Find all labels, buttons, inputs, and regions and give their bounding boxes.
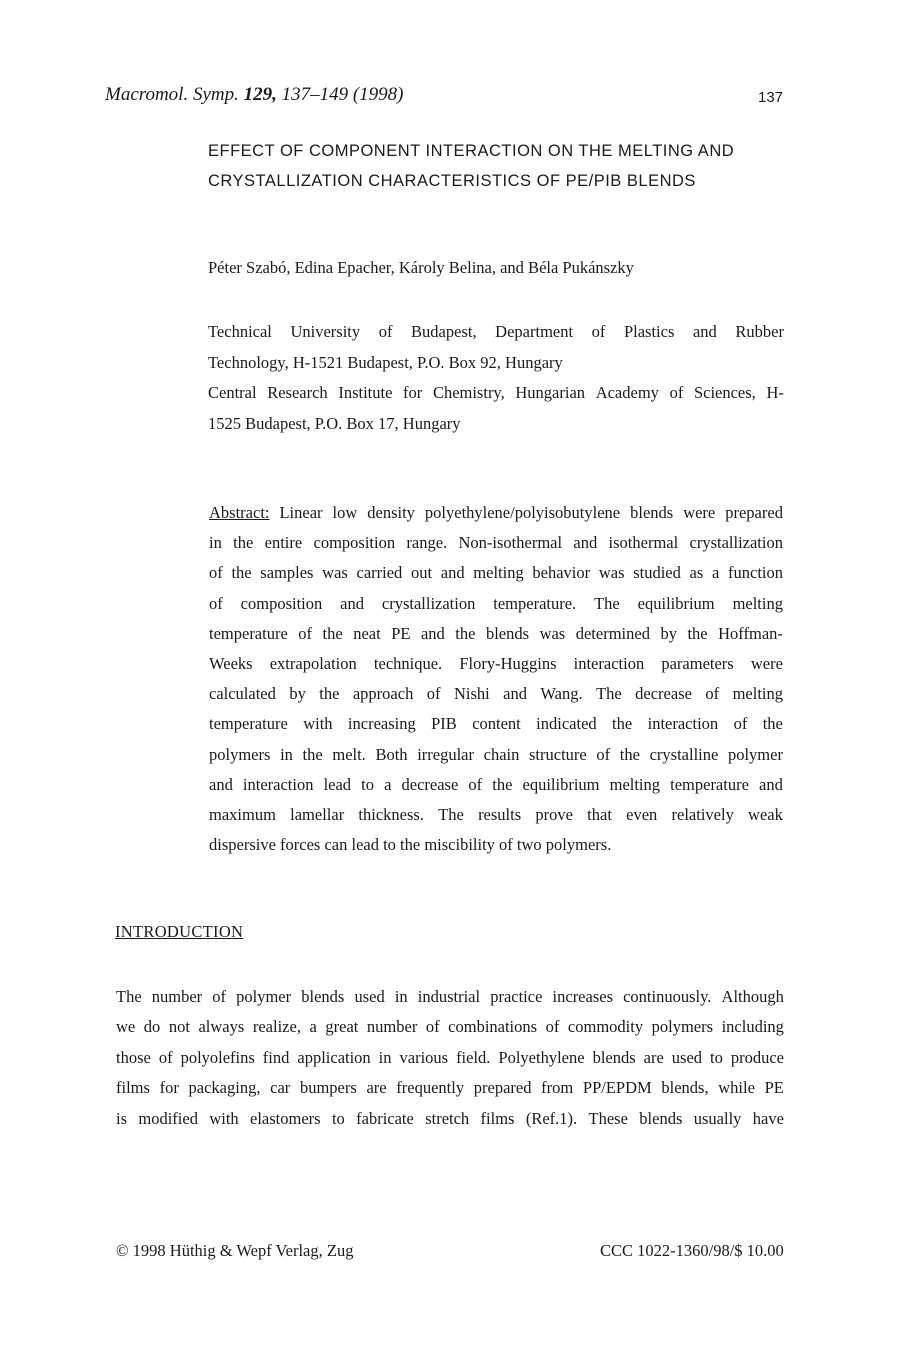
introduction-body: [116, 982, 784, 1134]
word: melting: [732, 593, 783, 613]
word: The: [438, 804, 464, 824]
word: results: [478, 804, 522, 824]
abstract-word: density: [367, 503, 415, 522]
word: are: [643, 1047, 664, 1067]
word: Polyethylene: [498, 1047, 585, 1067]
word: melting: [732, 684, 783, 704]
word: and: [440, 563, 465, 583]
journal-volume: 129,: [243, 84, 277, 105]
word: range.: [406, 533, 448, 553]
word: melt.: [332, 744, 366, 764]
abstract-word: were: [683, 503, 716, 522]
word: and: [420, 623, 445, 643]
word: films: [480, 1108, 515, 1128]
word: the: [302, 744, 323, 764]
word: even: [626, 804, 658, 824]
word: PE: [764, 1078, 784, 1098]
word: the: [492, 774, 513, 794]
body-line: [116, 1043, 784, 1073]
abstract-line: dispersive forces can lead to the miscibility of two polymers.: [209, 835, 612, 855]
word: are: [366, 1078, 387, 1098]
word: and: [759, 774, 783, 794]
word: that: [587, 804, 612, 824]
word: of: [298, 623, 313, 643]
word: the: [231, 563, 252, 583]
word: relatively: [671, 804, 734, 824]
word: was: [598, 563, 625, 583]
journal-citation: [105, 84, 404, 106]
author-list: Péter Szabó, Edina Epacher, Károly Belina, and Béla Pukánszky: [208, 258, 634, 277]
paper-title: [208, 136, 788, 196]
word: Rubber: [735, 322, 784, 341]
word: to: [361, 774, 374, 794]
word: various: [399, 1047, 449, 1067]
word: The: [596, 684, 622, 704]
word: we: [116, 1017, 136, 1037]
word: of: [596, 744, 611, 764]
word: interaction: [242, 774, 314, 794]
word: H-: [766, 383, 784, 402]
word: Hoffman-: [718, 623, 783, 643]
abstract-line: [209, 800, 783, 830]
word: temperature: [209, 623, 288, 643]
word: prepared: [473, 1078, 532, 1098]
word: Chemistry,: [432, 383, 505, 402]
affiliation-line: 1525 Budapest, P.O. Box 17, Hungary: [208, 413, 461, 433]
word: Although: [721, 987, 784, 1006]
abstract-line: [209, 740, 783, 770]
word: blends: [485, 623, 530, 643]
word: of: [733, 714, 748, 734]
abstract-line: [209, 649, 783, 679]
word: composition: [313, 533, 396, 553]
word: by: [660, 623, 677, 643]
word: University: [290, 322, 361, 341]
word: increasing: [347, 714, 416, 734]
affiliation-line: Technology, H-1521 Budapest, P.O. Box 92, Hungary: [208, 352, 563, 372]
word: realize,: [252, 1017, 301, 1037]
word: Technical: [208, 322, 272, 341]
word: do: [143, 1017, 161, 1037]
word: temperature.: [493, 593, 577, 613]
word: in: [280, 744, 293, 764]
word: of: [705, 684, 720, 704]
word: entire: [264, 533, 303, 553]
word: polymer: [727, 744, 783, 764]
body-line: [116, 1073, 784, 1103]
word: behavior: [532, 563, 591, 583]
body-line: [116, 982, 784, 1012]
word: neat: [353, 623, 381, 643]
word: and: [340, 593, 364, 613]
word: those: [116, 1047, 151, 1067]
word: technique.: [373, 653, 443, 673]
word: crystallization: [689, 533, 783, 553]
word: Academy: [595, 383, 659, 402]
word: car: [270, 1078, 291, 1098]
word: by: [289, 684, 306, 704]
word: indicated: [536, 714, 597, 734]
word: Nishi: [453, 684, 490, 704]
word: out: [411, 563, 433, 583]
word: in: [209, 533, 222, 553]
word: bumpers: [299, 1078, 357, 1098]
word: including: [721, 1017, 784, 1037]
word: crystallization: [381, 593, 476, 613]
word: with: [303, 714, 333, 734]
word: Both: [375, 744, 408, 764]
word: of: [378, 322, 393, 341]
journal-name: Macromol. Symp.: [105, 84, 239, 105]
word: of: [212, 987, 227, 1006]
word: Research: [267, 383, 328, 402]
title-line: EFFECT OF COMPONENT INTERACTION ON THE MELTING AND: [208, 142, 735, 160]
word: temperature: [209, 714, 288, 734]
abstract-line: [209, 558, 783, 588]
word: isothermal: [608, 533, 679, 553]
word: of: [468, 774, 483, 794]
abstract-word: prepared: [725, 503, 783, 522]
word: a: [711, 563, 720, 583]
word: PP/EPDM: [582, 1078, 652, 1098]
abstract-word: blends: [630, 503, 674, 522]
word: of: [158, 1047, 173, 1067]
word: Plastics: [623, 322, 675, 341]
word: composition: [240, 593, 323, 613]
word: produce: [730, 1047, 784, 1067]
word: the: [233, 533, 254, 553]
word: frequently: [396, 1078, 465, 1098]
word: The: [594, 593, 620, 613]
word: the: [319, 684, 340, 704]
word: determined: [575, 623, 650, 643]
word: temperature: [670, 774, 749, 794]
word: PIB: [431, 714, 457, 734]
word: Department: [495, 322, 574, 341]
word: in: [394, 987, 408, 1006]
word: extrapolation: [269, 653, 357, 673]
word: and: [209, 774, 233, 794]
word: while: [718, 1078, 755, 1098]
affiliation-line: [208, 378, 784, 409]
word: of: [591, 322, 606, 341]
word: approach: [352, 684, 414, 704]
title-line: CRYSTALLIZATION CHARACTERISTICS OF PE/PIB BLENDS: [208, 172, 696, 190]
word: find: [262, 1047, 290, 1067]
word: crystalline: [649, 744, 719, 764]
word: Budapest,: [411, 322, 477, 341]
word: maximum: [209, 804, 276, 824]
abstract-word: low: [332, 503, 358, 522]
word: the: [612, 714, 633, 734]
word: Non-isothermal: [458, 533, 563, 553]
word: weak: [748, 804, 783, 824]
word: used: [671, 1047, 703, 1067]
word: and: [503, 684, 527, 704]
word: These: [588, 1108, 628, 1128]
abstract: [209, 498, 783, 860]
word: always: [198, 1017, 245, 1037]
word: field.: [456, 1047, 491, 1067]
abstract-line: [209, 619, 783, 649]
word: samples: [260, 563, 314, 583]
word: of: [669, 383, 684, 402]
abstract-line: [209, 679, 783, 709]
word: a: [309, 1017, 317, 1037]
word: was: [322, 563, 348, 583]
abstract-label: Abstract:: [209, 503, 270, 522]
abstract-line: [209, 709, 783, 739]
word: thickness.: [358, 804, 424, 824]
word: lead: [323, 774, 352, 794]
word: studied: [633, 563, 681, 583]
word: Wang.: [540, 684, 583, 704]
word: used: [354, 987, 385, 1006]
word: for: [403, 383, 423, 402]
word: for: [159, 1078, 179, 1098]
word: Sciences,: [693, 383, 756, 402]
word: calculated: [209, 684, 276, 704]
word: number: [151, 987, 203, 1006]
word: blends: [301, 987, 345, 1006]
word: of: [425, 1017, 440, 1037]
word: content: [472, 714, 521, 734]
ccc-code: CCC 1022-1360/98/$ 10.00: [600, 1241, 784, 1260]
page-number: 137: [758, 89, 784, 106]
abstract-word: polyethylene/polyisobutylene: [424, 503, 621, 522]
abstract-word: Linear: [279, 503, 323, 522]
word: with: [209, 1108, 239, 1128]
word: to: [331, 1108, 345, 1128]
word: blends: [592, 1047, 636, 1067]
word: interaction: [647, 714, 719, 734]
word: structure: [529, 744, 587, 764]
affiliations: [208, 317, 784, 439]
abstract-first-line: [209, 498, 783, 528]
word: have: [752, 1108, 784, 1128]
word: modified: [138, 1108, 198, 1128]
word: films: [116, 1078, 150, 1098]
word: polymer: [236, 987, 292, 1006]
word: the: [455, 623, 476, 643]
word: the: [762, 714, 783, 734]
word: industrial: [417, 987, 481, 1006]
word: equilibrium: [522, 774, 600, 794]
word: of: [209, 563, 223, 583]
word: the: [322, 623, 343, 643]
word: blends,: [661, 1078, 709, 1098]
word: of: [209, 593, 223, 613]
journal-pages-year: 137–149 (1998): [281, 84, 404, 105]
abstract-line: [209, 528, 783, 558]
word: carried: [356, 563, 403, 583]
word: a: [384, 774, 392, 794]
word: prove: [535, 804, 573, 824]
body-line: [116, 1012, 784, 1042]
word: great: [325, 1017, 359, 1037]
word: continuously.: [623, 987, 712, 1006]
body-line: [116, 1104, 784, 1134]
word: the: [619, 744, 640, 764]
word: were: [750, 653, 783, 673]
word: Weeks: [209, 653, 253, 673]
word: of: [545, 1017, 560, 1037]
word: number: [366, 1017, 418, 1037]
word: was: [539, 623, 566, 643]
word: and: [573, 533, 598, 553]
word: decrease: [635, 684, 692, 704]
word: not: [168, 1017, 190, 1037]
word: decrease: [401, 774, 459, 794]
word: (Ref.1).: [525, 1108, 578, 1128]
word: function: [728, 563, 783, 583]
section-heading-introduction: INTRODUCTION: [115, 922, 244, 941]
word: is: [116, 1108, 128, 1128]
word: of: [426, 684, 441, 704]
word: Central: [208, 383, 257, 402]
word: stretch: [425, 1108, 470, 1128]
word: from: [541, 1078, 574, 1098]
word: parameters: [661, 653, 734, 673]
word: polyolefins: [180, 1047, 255, 1067]
word: to: [710, 1047, 723, 1067]
word: Flory-Huggins: [459, 653, 557, 673]
word: irregular: [417, 744, 474, 764]
copyright-notice: © 1998 Hüthig & Wepf Verlag, Zug: [116, 1241, 354, 1260]
affiliation-line: [208, 317, 784, 348]
word: melting: [609, 774, 661, 794]
word: melting: [473, 563, 524, 583]
word: as: [689, 563, 704, 583]
word: packaging,: [188, 1078, 261, 1098]
word: equilibrium: [637, 593, 715, 613]
word: practice: [490, 987, 543, 1006]
word: polymers: [209, 744, 271, 764]
word: Hungarian: [515, 383, 586, 402]
word: polymers: [651, 1017, 714, 1037]
abstract-line: [209, 770, 783, 800]
word: usually: [693, 1108, 742, 1128]
word: The: [116, 987, 142, 1006]
word: the: [687, 623, 708, 643]
word: PE: [391, 623, 411, 643]
word: commodity: [567, 1017, 644, 1037]
word: and: [692, 322, 717, 341]
word: blends: [639, 1108, 683, 1128]
word: fabricate: [356, 1108, 414, 1128]
word: interaction: [573, 653, 645, 673]
abstract-line: [209, 589, 783, 619]
word: application: [297, 1047, 371, 1067]
word: combinations: [448, 1017, 538, 1037]
word: lamellar: [290, 804, 345, 824]
word: in: [378, 1047, 392, 1067]
word: increases: [552, 987, 613, 1006]
word: chain: [483, 744, 520, 764]
word: elastomers: [250, 1108, 321, 1128]
word: Institute: [338, 383, 393, 402]
